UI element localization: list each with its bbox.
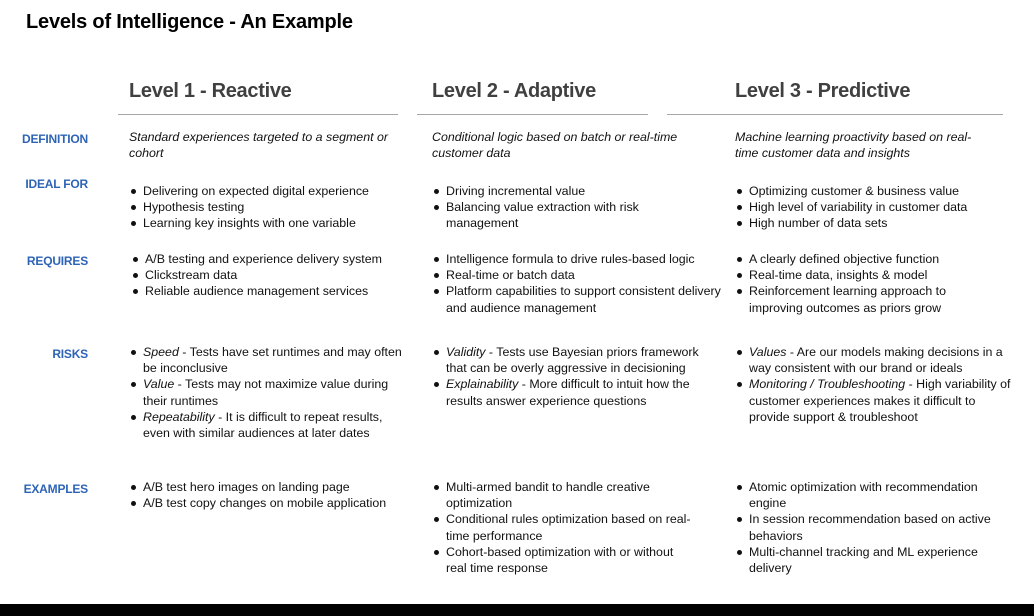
definition-level-2: Conditional logic based on batch or real-time customer data	[432, 130, 678, 161]
list-item: Atomic optimization with recommendation engine	[735, 479, 1000, 511]
list-item: Value - Tests may not maximize value during their runtimes	[129, 376, 409, 408]
list-item: A/B testing and experience delivery system	[131, 251, 416, 267]
list-item: Explainability - More difficult to intuit how the results answer experience questions	[432, 376, 717, 408]
list-item: Values - Are our models making decisions in a way consistent with our brand or ideals	[735, 344, 1017, 376]
row-label-ideal-for: IDEAL FOR	[25, 177, 88, 191]
column-header-level-3: Level 3 - Predictive	[735, 80, 911, 102]
list-item: Validity - Tests use Bayesian priors framework that can be overly aggressive in decisioning	[432, 344, 717, 376]
risk-term: Validity	[446, 345, 486, 359]
list-item: Real-time or batch data	[432, 267, 722, 283]
list-item: Repeatability - It is difficult to repeat results, even with similar audiences at later dates	[129, 409, 409, 441]
column-header-level-2: Level 2 - Adaptive	[432, 80, 596, 102]
risks-level-1	[129, 344, 409, 441]
ideal-for-level-2	[432, 183, 687, 232]
examples-level-1	[129, 479, 414, 511]
list-item: Delivering on expected digital experience	[129, 183, 409, 199]
examples-level-3	[735, 479, 1000, 576]
list-item: A/B test hero images on landing page	[129, 479, 414, 495]
risk-term: Monitoring / Troubleshooting	[749, 377, 906, 392]
requires-level-3	[735, 251, 990, 316]
list-item: Intelligence formula to drive rules-based logic	[432, 251, 722, 267]
list-item: Hypothesis testing	[129, 199, 409, 215]
column-divider	[417, 114, 648, 115]
list-item: Speed - Tests have set runtimes and may often be inconclusive	[129, 344, 409, 376]
definition-level-3: Machine learning proactivity based on real-time customer data and insights	[735, 130, 972, 161]
column-divider	[118, 114, 398, 115]
list-item: Monitoring / Troubleshooting - High variability of customer experiences makes it difficult to provide support & troubleshoot	[735, 376, 1017, 425]
footer-bar	[0, 604, 1034, 616]
list-item: Cohort-based optimization with or without real time response	[432, 544, 697, 576]
page-title: Levels of Intelligence - An Example	[26, 11, 353, 33]
definition-level-1: Standard experiences targeted to a segment or cohort	[129, 130, 388, 161]
list-item: Real-time data, insights & model	[735, 267, 990, 283]
list-item: Driving incremental value	[432, 183, 687, 199]
list-item: Balancing value extraction with risk management	[432, 199, 687, 231]
row-label-examples: EXAMPLES	[23, 482, 88, 496]
risk-term: Explainability	[446, 377, 519, 392]
row-label-risks: RISKS	[52, 347, 88, 361]
list-item: In session recommendation based on active behaviors	[735, 511, 1000, 543]
requires-level-1	[131, 251, 416, 300]
row-label-requires: REQUIRES	[26, 254, 88, 268]
examples-level-2	[432, 479, 697, 576]
ideal-for-level-1	[129, 183, 409, 232]
row-label-definition: DEFINITION	[22, 132, 88, 146]
list-item: Platform capabilities to support consistent delivery and audience management	[432, 283, 722, 315]
list-item: Learning key insights with one variable	[129, 215, 409, 231]
list-item: Reliable audience management services	[131, 283, 416, 299]
list-item: Reinforcement learning approach to improving outcomes as priors grow	[735, 283, 990, 315]
risk-term: Values	[749, 345, 787, 359]
list-item: High number of data sets	[735, 215, 1020, 231]
list-item: High level of variability in customer data	[735, 199, 1020, 215]
column-divider	[667, 114, 1003, 115]
list-item: Clickstream data	[131, 267, 416, 283]
list-item: A clearly defined objective function	[735, 251, 990, 267]
list-item: A/B test copy changes on mobile application	[129, 495, 414, 511]
risks-level-3	[735, 344, 1017, 425]
list-item: Conditional rules optimization based on real-time performance	[432, 511, 697, 543]
list-item: Optimizing customer & business value	[735, 183, 1020, 199]
risk-term: Speed	[143, 345, 179, 359]
risk-term: Value	[143, 377, 175, 392]
risks-level-2	[432, 344, 717, 409]
list-item: Multi-channel tracking and ML experience delivery	[735, 544, 1000, 576]
list-item: Multi-armed bandit to handle creative optimization	[432, 479, 697, 511]
requires-level-2	[432, 251, 722, 316]
ideal-for-level-3	[735, 183, 1020, 232]
risk-term: Repeatability	[143, 409, 215, 424]
column-header-level-1: Level 1 - Reactive	[129, 80, 292, 102]
